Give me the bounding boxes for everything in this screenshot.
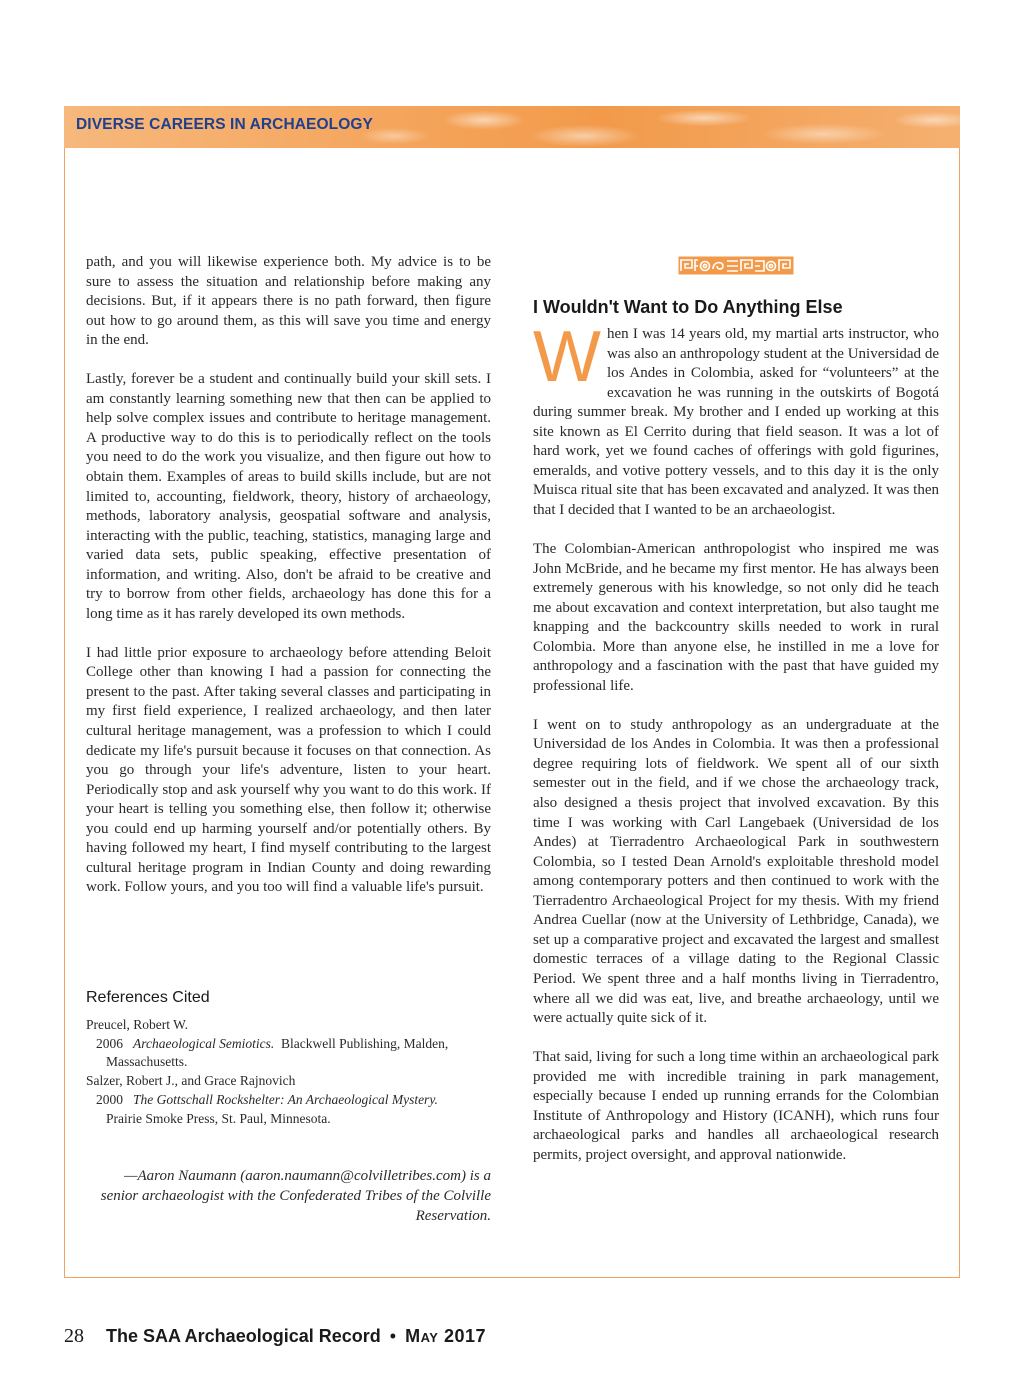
footer-separator: • bbox=[389, 1326, 397, 1346]
left-column bbox=[86, 253, 491, 917]
issue-date: May 2017 bbox=[405, 1326, 486, 1346]
author-bio: —Aaron Naumann (aaron.naumann@colvilletribes.com) is a senior archaeologist with the Confederated Tribes of the Colville Reservation. bbox=[100, 1168, 491, 1224]
meander-ornament-icon bbox=[678, 256, 794, 275]
section-banner bbox=[64, 106, 960, 148]
references-list bbox=[86, 1016, 491, 1128]
references-heading: References Cited bbox=[86, 989, 210, 1006]
reference-citation bbox=[96, 1091, 491, 1110]
right-paragraph: The Colombian-American anthropologist who inspired me was John McBride, and he became my first mentor. He has always been extremely generous with his knowledge, so not only did he teach me about excavation and context interpretation, but also taught me knapping and the backcountry skills needed to work in rural Colombia. More than anyone else, he instilled in me a love for anthropology and a fascination with the past that have guided my professional life. bbox=[533, 540, 939, 694]
reference-author: Preucel, Robert W. bbox=[86, 1017, 188, 1032]
left-paragraph: Lastly, forever be a student and continually build your skill sets. I am constantly learning something new that then can be applied to help solve complex issues and contribute to heritage management. A productive way to do this is to periodically reflect on the tools you need to do the work you visualize, and then figure out how to obtain them. Examples of areas to build skills include, but are not limited to, accounting, fieldwork, theory, history of archaeology, methods, laboratory analysis, geospatial software and analysis, interacting with the public, teaching, statistics, managing large and varied data sets, public speaking, effective presentation of information, and writing. Also, don't be afraid to be creative and try to borrow from other fields, archaeology has done this for a long time as it has rarely developed its own methods. bbox=[86, 371, 491, 622]
right-column bbox=[533, 317, 939, 1185]
right-paragraph: That said, living for such a long time within an archaeological park provided me with incredible training in park management, especially because I ended up running errands for the Colombian Institute of Anthropology and History (ICANH), which runs four archaeological parks and handles all archaeological research permits, project oversight, and approval nationwide. bbox=[533, 1049, 939, 1163]
section-banner-title: DIVERSE CAREERS IN ARCHAEOLOGY bbox=[76, 116, 373, 133]
article-title: I Wouldn't Want to Do Anything Else bbox=[533, 297, 843, 317]
reference-entry bbox=[86, 1016, 491, 1072]
reference-place: Massachusetts. bbox=[106, 1054, 188, 1070]
publication-name: The SAA Archaeological Record bbox=[106, 1326, 381, 1346]
reference-year: 2006 bbox=[96, 1035, 123, 1051]
page-footer bbox=[64, 1325, 486, 1348]
reference-year: 2000 bbox=[96, 1091, 123, 1107]
right-first-paragraph bbox=[533, 317, 939, 520]
right-paragraph: I went on to study anthropology as an undergraduate at the Universidad de los Andes in Colombia. It was then a professional degree requiring lots of fieldwork. We spent all of our sixth semester out in the field, and if we chose the archaeology track, also designed a thesis project that involved excavation. By this time I was working with Carl Langebaek (Universidad de los Andes) at Tierradentro Archaeological Park in southwestern Colombia, so I tested Dean Arnold's exploitable threshold model among contemporary potters and then continued to work with the Tierradentro Archaeological Project for my thesis. With my friend Andrea Cuellar (now at the University of Lethbridge, Canada), we set up a comparative project and excavated the largest and smallest domestic terraces of a village dating to the Regional Classic Period. We spent three and a half months living in Tierradentro, where all we did was eat, live, and breathe archaeology, until we were actually quite sick of it. bbox=[533, 716, 939, 1027]
first-paragraph-text: hen I was 14 years old, my martial arts instructor, who was also an anthropology student at the Universidad de los Andes in Colombia, asked for “volunteers” at the excavation he was running in the outskirts of Bogotá during summer break. My brother and I ended up working at this site known as El Cerrito during that field season. It was a lot of hard work, yet we found caches of offerings with gold figurines, emeralds, and votive pottery vessels, and to this day it is the only Muisca ritual site that has been excavated and analyzed. It was then that I decided that I wanted to be an archaeologist. bbox=[533, 326, 939, 518]
reference-title: Archaeological Semiotics. bbox=[133, 1035, 275, 1051]
reference-citation bbox=[96, 1035, 491, 1054]
reference-author: Salzer, Robert J., and Grace Rajnovich bbox=[86, 1073, 296, 1089]
reference-entry bbox=[86, 1072, 491, 1128]
reference-title: The Gottschall Rockshelter: An Archaeological Mystery. bbox=[133, 1091, 438, 1107]
left-paragraph: path, and you will likewise experience both. My advice is to be sure to assess the situation and relationship before making any decisions. But, if it appears there is no path forward, then figure out how to go around them, as this will save you time and energy in the end. bbox=[86, 254, 491, 349]
reference-publisher: Blackwell Publishing, Malden, bbox=[280, 1035, 449, 1051]
drop-cap: W bbox=[533, 317, 601, 397]
left-paragraph: I had little prior exposure to archaeology before attending Beloit College other than knowing I had a passion for connecting the present to the past. After taking several classes and participating in my first field experience, I realized archaeology, and then later cultural heritage management, was a profession to which I could dedicate my life's pursuit because it focuses on that connection. As you go through your life's adventure, listen to your heart. Periodically stop and ask yourself why you want to do this work. If your heart is telling you something else, then follow it; otherwise you could end up harming yourself and/or potentially others. By having followed my heart, I find myself contributing to the largest cultural heritage program in Indian County and doing rewarding work. Follow yours, and you too will find a valuable life's pursuit. bbox=[86, 644, 491, 896]
reference-place: Prairie Smoke Press, St. Paul, Minnesota. bbox=[106, 1110, 331, 1126]
page-number: 28 bbox=[64, 1325, 84, 1347]
